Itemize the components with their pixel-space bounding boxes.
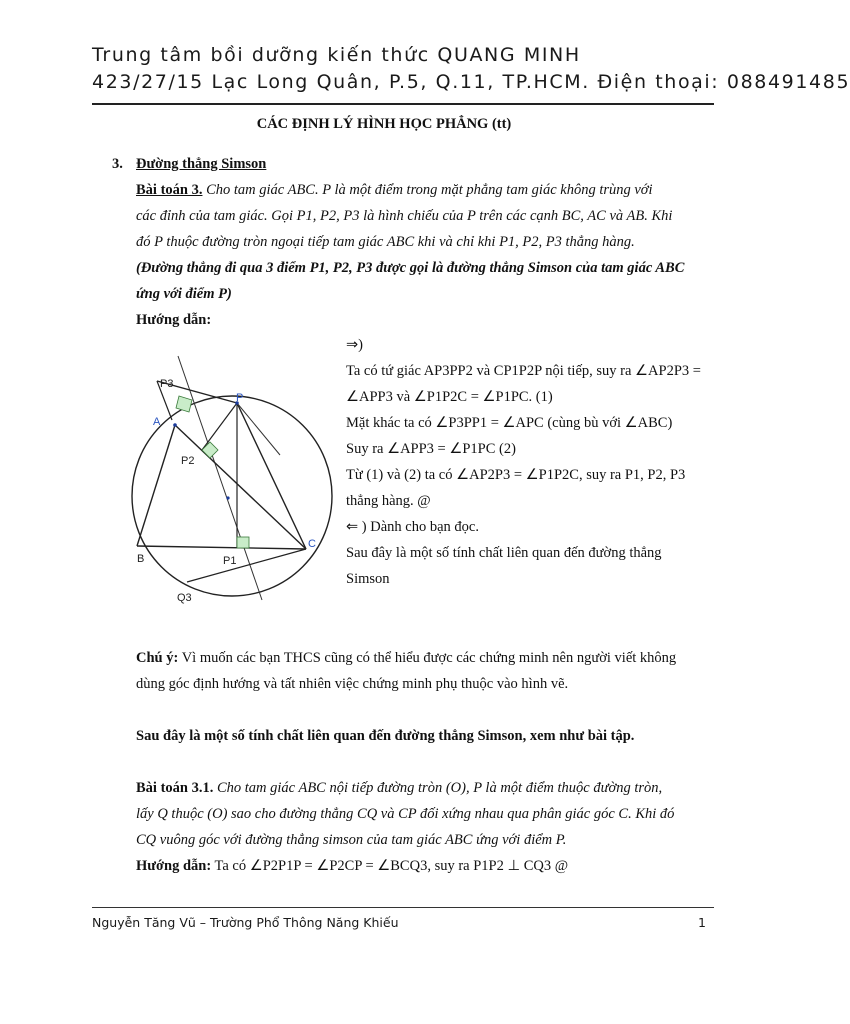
simson-figure [120,350,340,605]
note-label: Chú ý: [136,650,179,666]
problem3-line-3: đó P thuộc đường tròn ngoại tiếp tam giác ABC khi và chỉ khi P1, P2, P3 thẳng hàng. [136,234,635,250]
page-title: CÁC ĐỊNH LÝ HÌNH HỌC PHẲNG (tt) [256,116,512,132]
problem3-line-5: ứng với điểm P) [136,286,232,302]
problem31-line-3: CQ vuông góc với đường thẳng simson của tam giác ABC ứng với điểm P. [136,832,567,848]
guide-label: Hướng dẫn: [136,312,212,328]
proof-line-10: Simson [346,571,390,587]
proof-line-1: ⇒) [346,337,363,353]
section-heading: Đường thẳng Simson [136,156,267,172]
problem3-line-1 [136,182,653,199]
label-a: A [153,416,161,428]
label-c: C [308,538,316,550]
problem31-guide-label: Hướng dẫn: [136,858,212,874]
footer-divider [92,907,714,908]
label-p2: P2 [181,455,195,467]
header-address-phone: 423/27/15 Lạc Long Quân, P.5, Q.11, TP.HCM. Điện thoại: 088491485 [92,71,850,93]
proof-line-8: ⇐ ) Dành cho bạn đọc. [346,519,479,535]
proof-line-2: Ta có tứ giác AP3PP2 và CP1P2P nội tiếp, suy ra ∠AP2P3 = [346,363,701,379]
problem31-line-2: lấy Q thuộc (O) sao cho đường thẳng CQ và CP đối xứng nhau qua phân giác góc C. Khi đó [136,806,675,822]
label-p: P [236,392,244,404]
bold-intro: Sau đây là một số tính chất liên quan đến đường thẳng Simson, xem như bài tập. [136,728,635,744]
problem31-guide-text: Ta có ∠P2P1P = ∠P2CP = ∠BCQ3, suy ra P1P2 ⊥ CQ3 @ [214,858,569,874]
problem3-line-4: (Đường thẳng đi qua 3 điểm P1, P2, P3 được gọi là đường thẳng Simson của tam giác ABC [136,260,685,276]
proof-line-7: thẳng hàng. @ [346,493,431,509]
label-q3: Q3 [177,592,192,604]
proof-line-9: Sau đây là một số tính chất liên quan đến đường thẳng [346,545,662,561]
label-p1: P1 [223,555,237,567]
proof-line-5: Suy ra ∠APP3 = ∠P1PC (2) [346,441,516,457]
section-number: 3. [112,156,123,172]
header-divider [92,103,714,105]
footer-author: Nguyễn Tăng Vũ – Trường Phổ Thông Năng Khiếu [92,915,399,930]
proof-line-6: Từ (1) và (2) ta có ∠AP2P3 = ∠P1P2C, suy ra P1, P2, P3 [346,467,686,483]
proof-line-3: ∠APP3 và ∠P1P2C = ∠P1PC. (1) [346,389,553,405]
problem3-text-1: Cho tam giác ABC. P là một điểm trong mặt phẳng tam giác không trùng với [206,182,653,198]
note-text-1: Vì muốn các bạn THCS cũng có thể hiểu được các chứng minh nên người viết không [181,650,677,666]
problem31-guide-line [136,858,568,875]
problem31-text-1: Cho tam giác ABC nội tiếp đường tròn (O), P là một điểm thuộc đường tròn, [216,780,663,796]
header-center-name: Trung tâm bồi dưỡng kiến thức QUANG MINH [92,44,581,66]
problem3-line-2: các đỉnh của tam giác. Gọi P1, P2, P3 là hình chiếu của P trên các cạnh BC, AC và AB. Khi [136,208,673,224]
label-p3: P3 [160,378,174,390]
proof-line-4: Mặt khác ta có ∠P3PP1 = ∠APC (cùng bù với ∠ABC) [346,415,673,431]
note-line-1 [136,650,676,667]
problem3-label: Bài toán 3. [136,182,203,198]
page-number: 1 [698,915,706,930]
simson-line [178,356,262,600]
label-b: B [137,553,145,565]
note-line-2: dùng góc định hướng và tất nhiên việc chứng minh phụ thuộc vào hình vẽ. [136,676,569,692]
problem31-line-1 [136,780,662,797]
problem31-label: Bài toán 3.1. [136,780,214,796]
